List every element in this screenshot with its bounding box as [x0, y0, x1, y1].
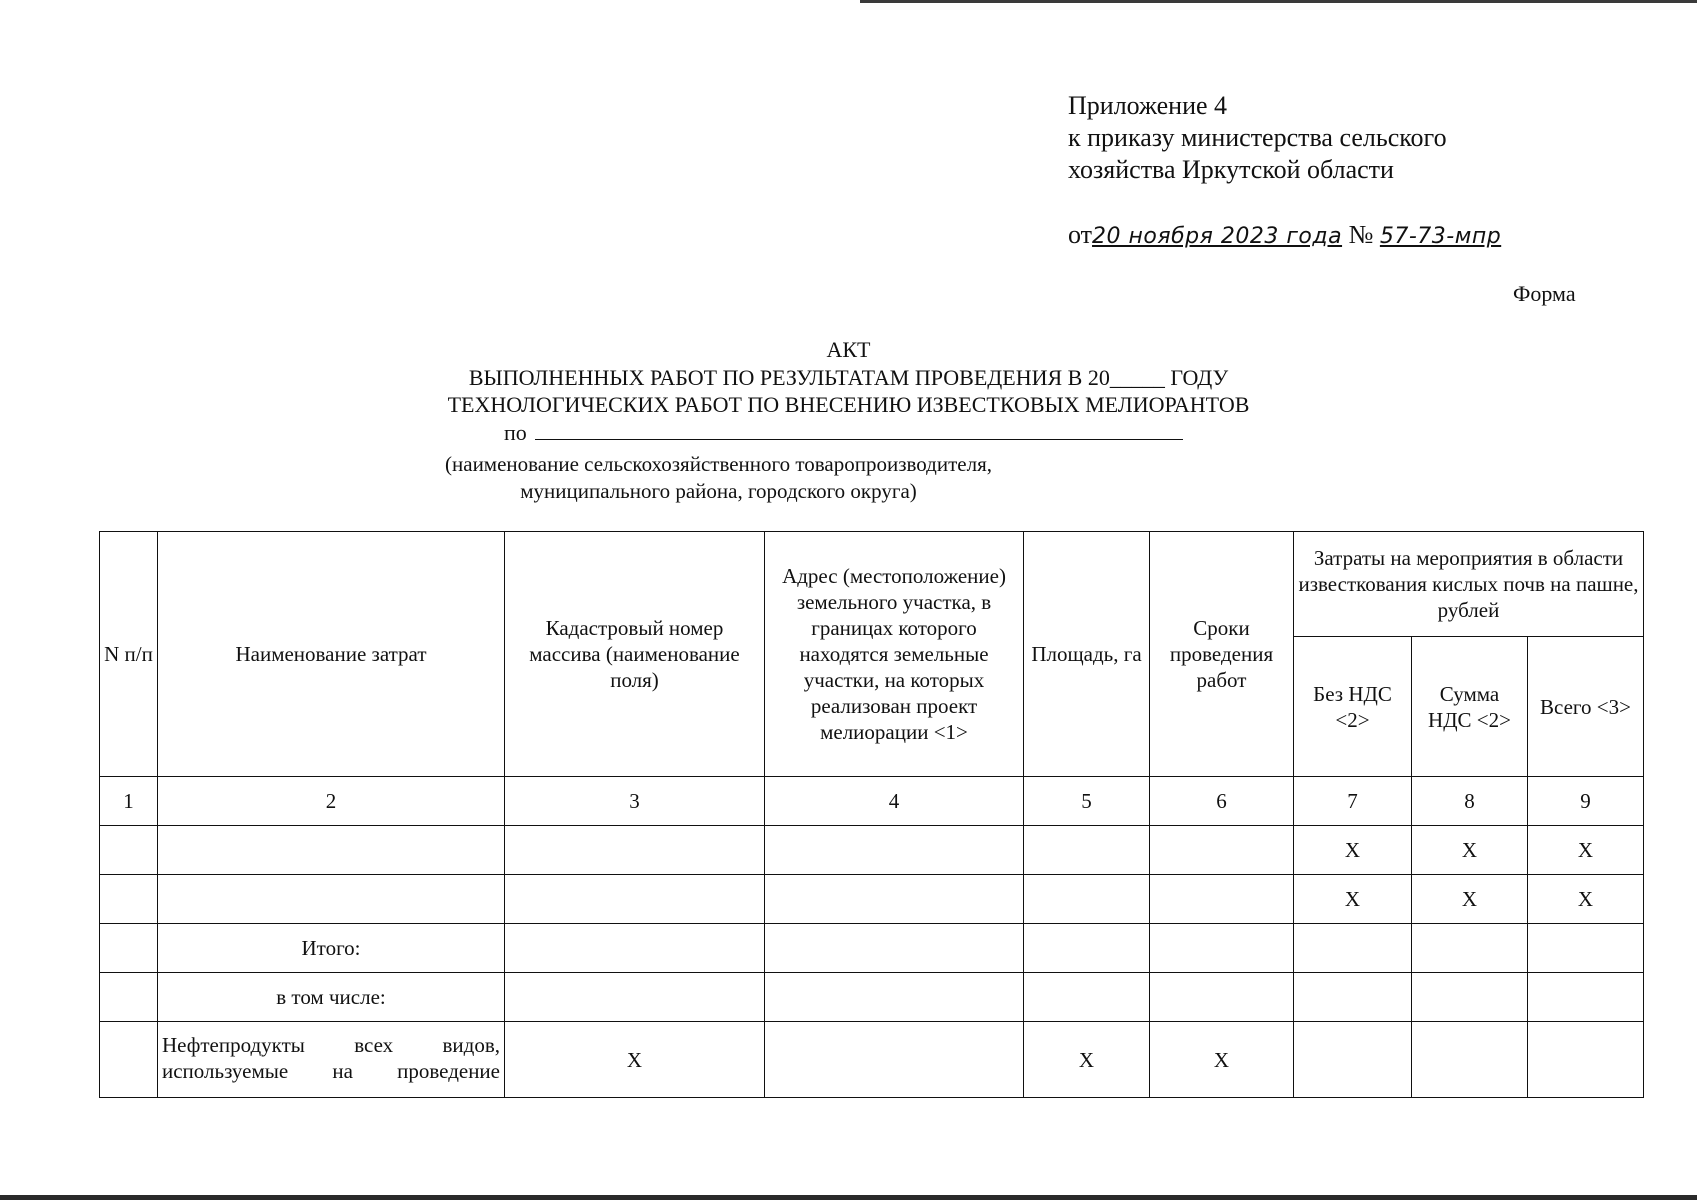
table-cell — [505, 924, 765, 973]
table-cell — [1024, 973, 1150, 1022]
order-number-handwritten: 57-73-мпр — [1379, 224, 1502, 249]
header-vat-sum: Сумма НДС <2> — [1412, 637, 1528, 777]
including-label: в том числе: — [158, 973, 505, 1022]
table-cell — [505, 826, 765, 875]
form-label: Форма — [1513, 281, 1576, 306]
act-title-line-3: ТЕХНОЛОГИЧЕСКИХ РАБОТ ПО ВНЕСЕНИЮ ИЗВЕСТКОВЫХ МЕЛИОРАНТОВ — [447, 392, 1250, 417]
column-number: 2 — [158, 777, 505, 826]
table-cell — [1294, 1022, 1412, 1098]
appendix-line-3: хозяйства Иркутской области — [1068, 155, 1394, 184]
header-terms: Сроки проведения работ — [1150, 532, 1294, 777]
table-cell — [158, 826, 505, 875]
table-cell: X — [1412, 875, 1528, 924]
column-number: 8 — [1412, 777, 1528, 826]
table-cell — [1528, 973, 1644, 1022]
column-number-row — [100, 777, 1644, 826]
table-cell — [100, 1022, 158, 1098]
column-number: 9 — [1528, 777, 1644, 826]
table-cell — [1294, 924, 1412, 973]
total-row — [100, 924, 1644, 973]
table-cell — [765, 973, 1024, 1022]
table-row — [100, 826, 1644, 875]
table-cell — [1024, 875, 1150, 924]
table-cell — [1294, 973, 1412, 1022]
table-cell — [1024, 826, 1150, 875]
petroleum-label: Нефтепродукты всех видов, используемые на проведение — [158, 1022, 505, 1098]
column-number: 4 — [765, 777, 1024, 826]
producer-note-line-1: (наименование сельскохозяйственного товаропроизводителя, — [445, 452, 992, 476]
producer-note-line-2: муниципального района, городского округа) — [520, 479, 917, 503]
table-cell — [1528, 924, 1644, 973]
column-number: 6 — [1150, 777, 1294, 826]
header-costs-group: Затраты на мероприятия в области известкования кислых почв на пашне, рублей — [1294, 532, 1644, 637]
table-cell: X — [505, 1022, 765, 1098]
total-label: Итого: — [158, 924, 505, 973]
table-cell: X — [1024, 1022, 1150, 1098]
order-prefix: от — [1068, 220, 1093, 249]
table-cell — [158, 875, 505, 924]
header-area: Площадь, га — [1024, 532, 1150, 777]
table-cell — [100, 924, 158, 973]
scan-edge-top — [860, 0, 1697, 3]
table-cell — [1150, 973, 1294, 1022]
table-cell — [100, 826, 158, 875]
table-row — [100, 875, 1644, 924]
petroleum-row — [100, 1022, 1644, 1098]
appendix-line-2: к приказу министерства сельского — [1068, 123, 1447, 152]
table-cell — [765, 875, 1024, 924]
table-cell — [1412, 924, 1528, 973]
table-cell — [1412, 973, 1528, 1022]
appendix-block — [1068, 90, 1447, 186]
act-title-line-2: ВЫПОЛНЕННЫХ РАБОТ ПО РЕЗУЛЬТАТАМ ПРОВЕДЕНИЯ В 20_____ ГОДУ — [468, 365, 1229, 390]
table-cell: X — [1294, 826, 1412, 875]
table-cell — [1024, 924, 1150, 973]
header-no-vat: Без НДС <2> — [1294, 637, 1412, 777]
header-address: Адрес (местоположение) земельного участка, в границах которого находятся земельные участки, на которых реализован проект мелиорации <1> — [765, 532, 1024, 777]
table-cell: X — [1150, 1022, 1294, 1098]
table-cell — [1528, 1022, 1644, 1098]
table-cell — [100, 875, 158, 924]
column-number: 5 — [1024, 777, 1150, 826]
column-number: 1 — [100, 777, 158, 826]
table-cell — [765, 924, 1024, 973]
header-name: Наименование затрат — [158, 532, 505, 777]
table-cell — [765, 826, 1024, 875]
table-cell — [505, 973, 765, 1022]
producer-blank-field — [535, 419, 1183, 440]
header-cadastral: Кадастровый номер массива (наименование поля) — [505, 532, 765, 777]
act-title: АКТ — [826, 337, 871, 362]
table-cell — [505, 875, 765, 924]
table-cell — [1412, 1022, 1528, 1098]
column-number: 3 — [505, 777, 765, 826]
table-cell — [765, 1022, 1024, 1098]
header-total: Всего <3> — [1528, 637, 1644, 777]
producer-prefix: по — [504, 420, 527, 445]
appendix-line-1: Приложение 4 — [1068, 91, 1228, 120]
table-cell — [1150, 826, 1294, 875]
order-number-label: № — [1348, 220, 1374, 249]
table-cell: X — [1294, 875, 1412, 924]
column-number: 7 — [1294, 777, 1412, 826]
order-date-handwritten: 20 ноября 2023 года — [1092, 224, 1343, 249]
producer-line — [504, 419, 1183, 446]
scan-edge-bottom — [0, 1195, 1697, 1200]
table-cell: X — [1412, 826, 1528, 875]
order-date-number — [1068, 220, 1501, 250]
table-cell — [1150, 875, 1294, 924]
table-cell — [100, 973, 158, 1022]
header-num: N п/п — [100, 532, 158, 777]
act-table — [99, 531, 1644, 1098]
table-cell: X — [1528, 826, 1644, 875]
table-cell — [1150, 924, 1294, 973]
table-cell: X — [1528, 875, 1644, 924]
including-row — [100, 973, 1644, 1022]
